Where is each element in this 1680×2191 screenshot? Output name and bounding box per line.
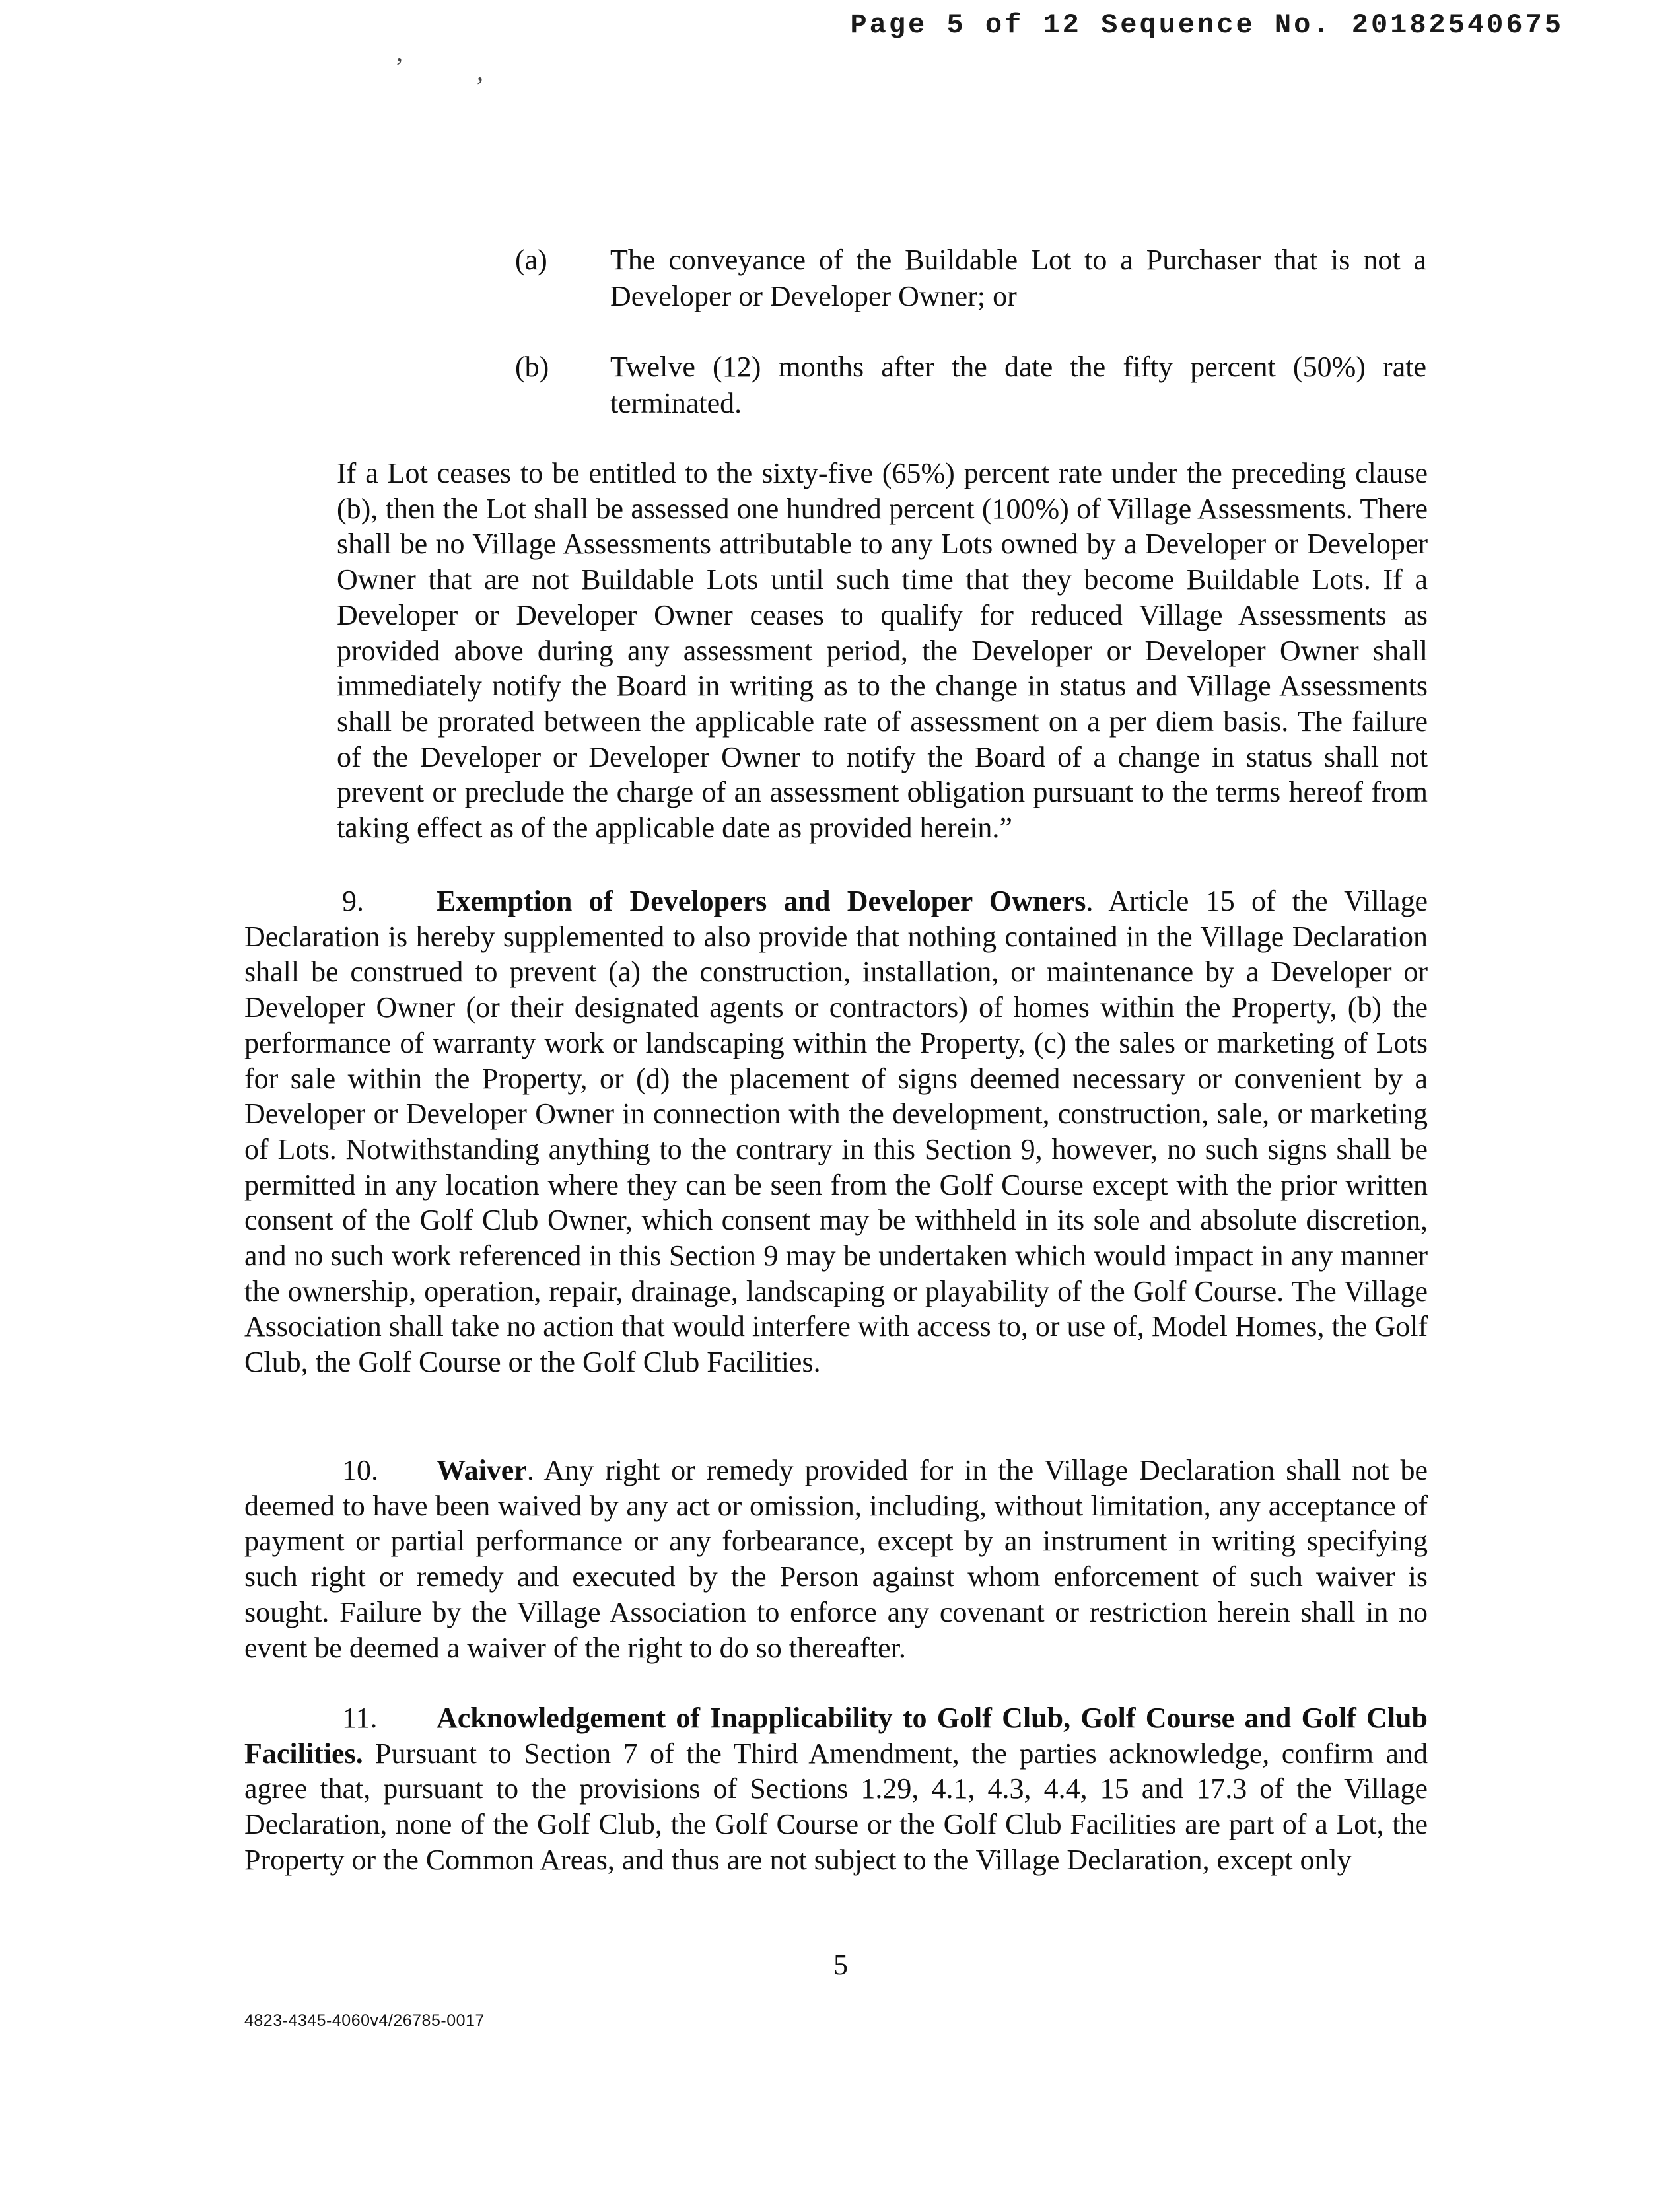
section-number: 10. — [342, 1454, 378, 1486]
section-9 — [244, 884, 1428, 1380]
lot-assessment-paragraph: If a Lot ceases to be entitled to the sixty-five (65%) percent rate under the preceding clause (b), then the Lot shall be assessed one hundred percent (100%) of Village Assessments. There shall be no Village Assessments attributable to any Lots owned by a Developer or Developer Owner that are not Buildable Lots until such time that they become Buildable Lots. If a Developer or Developer Owner ceases to qualify for reduced Village Assessments as provided above during any assessment period, the Developer or Developer Owner shall immediately notify the Board in writing as to the change in status and Village Assessments shall be prorated between the applicable rate of assessment on a per diem basis. The failure of the Developer or Developer Owner to notify the Board of a change in status shall not prevent or preclude the charge of an assessment obligation pursuant to the terms hereof from taking effect as of the applicable date as provided herein.” — [337, 457, 1428, 845]
scan-mark: , — [477, 56, 483, 86]
clause-b — [515, 349, 1426, 421]
section-number: 9. — [342, 885, 364, 917]
section-body: Pursuant to Section 7 of the Third Amendment, the parties acknowledge, confirm and agree that, pursuant to the provisions of Sections 1.29, 4.1, 4.3, 4.4, 15 and 17.3 of the Village Declaration, none of the Golf Club, the Golf Course or the Golf Club Facilities are part of a Lot, the Property or the Common Areas, and thus are not subject to the Village Declaration, except only — [244, 1737, 1428, 1876]
clause-label: (a) — [515, 244, 547, 276]
section-body: . Any right or remedy provided for in the Village Declaration shall not be deemed to have been waived by any act or omission, including, without limitation, any acceptance of payment or partial performance or any forbearance, except by an instrument in writing specifying such right or remedy and executed by the Person against whom enforcement of such waiver is sought. Failure by the Village Association to enforce any covenant or restriction herein shall in no event be deemed a waiver of the right to do so thereafter. — [244, 1454, 1428, 1664]
clause-a — [515, 242, 1426, 314]
section-number: 11. — [342, 1702, 378, 1734]
section-title: Waiver — [437, 1454, 527, 1486]
clause-label: (b) — [515, 351, 549, 383]
section-11 — [244, 1700, 1428, 1878]
section-10 — [244, 1453, 1428, 1665]
scan-mark: ʼ — [395, 52, 404, 82]
section-body: . Article 15 of the Village Declaration is hereby supplemented to also provide that nothing contained in the Village Declaration shall be construed to prevent (a) the construction, installation, or maintenance by a Developer or Developer Owner (or their designated agents or contractors) of homes within the Property, (b) the performance of warranty work or landscaping within the Property, (c) the sales or marketing of Lots for sale within the Property, or (d) the placement of signs deemed necessary or convenient by a Developer or Developer Owner in connection with the development, construction, sale, or marketing of Lots. Notwithstanding anything to the contrary in this Section 9, however, no such signs shall be permitted in any location where they can be seen from the Golf Course except with the prior written consent of the Golf Club Owner, which consent may be withheld in its sole and absolute discretion, and no such work referenced in this Section 9 may be undertaken which would impact in any manner the ownership, operation, repair, drainage, landscaping or playability of the Golf Course. The Village Association shall take no action that would interfere with access to, or use of, Model Homes, the Golf Club, the Golf Course or the Golf Club Facilities. — [244, 885, 1428, 1379]
section-title: Exemption of Developers and Developer Owners — [437, 885, 1086, 917]
section-title: Acknowledgement of Inapplicability to Golf Club, Golf Course and Golf Club Facilities. — [244, 1702, 1428, 1770]
document-id: 4823-4345-4060v4/26785-0017 — [244, 2011, 485, 2030]
page-number: 5 — [833, 1949, 848, 1981]
page-sequence-header: Page 5 of 12 Sequence No. 20182540675 — [850, 9, 1564, 41]
clause-text: The conveyance of the Buildable Lot to a Purchaser that is not a Developer or Developer Owner; or — [610, 244, 1426, 312]
clause-text: Twelve (12) months after the date the fifty percent (50%) rate terminated. — [610, 351, 1426, 419]
